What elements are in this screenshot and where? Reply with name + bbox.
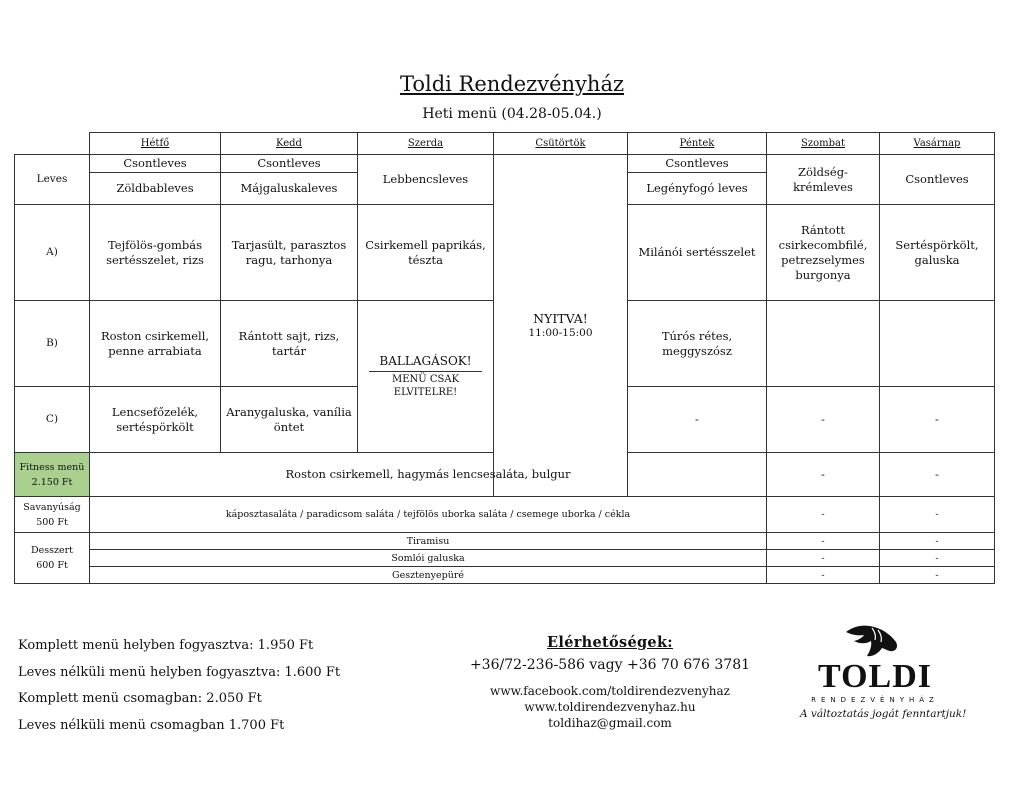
- row-label-savanyusag: [15, 497, 90, 533]
- weekly-menu-table: [14, 132, 995, 584]
- price-list: [18, 633, 340, 739]
- day-header-pentek: Péntek: [628, 133, 767, 155]
- a-szerda: Csirkemell paprikás, tészta: [358, 205, 494, 301]
- fitness-vasarnap: -: [880, 453, 995, 497]
- day-header-csutortok: Csütörtök: [494, 133, 628, 155]
- leves-kedd-1: Csontleves: [221, 155, 358, 173]
- a-szombat: Rántott csirkecombfilé, petrezselymes burgonya: [767, 205, 880, 301]
- c-vasarnap: -: [880, 387, 995, 453]
- toldi-logo: [800, 624, 967, 720]
- price-line: Leves nélküli menü csomagban 1.700 Ft: [18, 717, 285, 733]
- price-line: Leves nélküli menü helyben fogyasztva: 1.600 Ft: [18, 664, 341, 680]
- day-header-szerda: Szerda: [358, 133, 494, 155]
- row-label-desszert: [15, 533, 90, 584]
- desszert-label: Desszert: [31, 545, 73, 556]
- desszert-szombat: -: [767, 567, 880, 584]
- fitness-label: Fitness menü: [19, 461, 85, 473]
- contacts-phone: +36/72-236-586 vagy +36 70 676 3781: [469, 657, 751, 673]
- price-line: Komplett menü csomagban: 2.050 Ft: [18, 691, 262, 706]
- contacts-heading: Elérhetőségek:: [547, 634, 673, 651]
- desszert-szombat: -: [767, 533, 880, 550]
- contacts-block: [420, 634, 800, 731]
- leves-pentek-2: Legényfogó leves: [628, 173, 767, 205]
- day-header-kedd: Kedd: [221, 133, 358, 155]
- leves-hetfo-2: Zöldbableves: [90, 173, 221, 205]
- savanyusag-text: káposztasaláta / paradicsom saláta / tejfölös uborka saláta / csemege uborka / cékla: [90, 497, 767, 533]
- fitness-row: [15, 453, 995, 497]
- csutortok-title: NYITVA!: [533, 310, 588, 326]
- csutortok-open-cell: [494, 155, 628, 497]
- fitness-price: 2.150 Ft: [31, 476, 73, 488]
- leves-hetfo-1: Csontleves: [90, 155, 221, 173]
- horse-head-icon: [842, 624, 902, 658]
- desszert-vasarnap: -: [880, 550, 995, 567]
- row-label-b: B): [15, 301, 90, 387]
- csutortok-hours: 11:00-15:00: [528, 326, 593, 339]
- desszert-price: 600 Ft: [36, 560, 68, 571]
- desszert-item: Somlói galuska: [90, 550, 767, 567]
- savanyusag-label: Savanyúság: [23, 501, 81, 513]
- desszert-vasarnap: -: [880, 533, 995, 550]
- szerda-note-top: BALLAGÁSOK!: [369, 354, 482, 372]
- row-label-a: A): [15, 205, 90, 301]
- row-label-leves: Leves: [15, 155, 90, 205]
- desszert-szombat: -: [767, 550, 880, 567]
- facebook-link[interactable]: www.facebook.com/toldirendezvenyhaz: [490, 684, 730, 698]
- days-header-row: [15, 133, 995, 155]
- page-subtitle: Heti menü (04.28-05.04.): [422, 106, 602, 122]
- desszert-row-2: [15, 550, 995, 567]
- szerda-ballagas-cell: [358, 301, 494, 453]
- leves-row-1: [15, 155, 995, 173]
- website-link[interactable]: www.toldirendezvenyhaz.hu: [524, 700, 696, 714]
- a-vasarnap: Sertéspörkölt, galuska: [880, 205, 995, 301]
- a-hetfo: Tejfölös-gombás sertésszelet, rizs: [90, 205, 221, 301]
- leves-szombat: Zöldség-krémleves: [767, 155, 880, 205]
- page-title: Toldi Rendezvényház: [399, 72, 625, 96]
- b-hetfo: Roston csirkemell, penne arrabiata: [90, 301, 221, 387]
- b-szombat: [767, 301, 880, 387]
- savanyusag-row: [15, 497, 995, 533]
- b-kedd: Rántott sajt, rizs, tartár: [221, 301, 358, 387]
- c-kedd: Aranygaluska, vanília öntet: [221, 387, 358, 453]
- c-szombat: -: [767, 387, 880, 453]
- leves-pentek-1: Csontleves: [628, 155, 767, 173]
- day-header-szombat: Szombat: [767, 133, 880, 155]
- szerda-note-bottom: MENÜ CSAK ELVITELRE!: [391, 374, 460, 398]
- leves-vasarnap: Csontleves: [880, 155, 995, 205]
- desszert-item: Gesztenyepüré: [90, 567, 767, 584]
- fitness-menu-text: Roston csirkemell, hagymás lencsesaláta, bulgur: [90, 453, 767, 497]
- desszert-row-3: [15, 567, 995, 584]
- day-header-hetfo: Hétfő: [90, 133, 221, 155]
- logo-sub: RENDEZVÉNYHÁZ: [811, 696, 939, 704]
- desszert-row-1: [15, 533, 995, 550]
- logo-brand: TOLDI: [818, 658, 932, 695]
- header-corner: [15, 133, 90, 155]
- email-link[interactable]: toldihaz@gmail.com: [548, 716, 672, 730]
- row-label-fitness: [15, 453, 90, 497]
- savanyusag-vasarnap: -: [880, 497, 995, 533]
- disclaimer-note: A változtatás jogát fenntartjuk!: [800, 708, 967, 720]
- c-pentek: -: [628, 387, 767, 453]
- day-header-vasarnap: Vasárnap: [880, 133, 995, 155]
- desszert-item: Tiramisu: [90, 533, 767, 550]
- leves-kedd-2: Májgaluskaleves: [221, 173, 358, 205]
- desszert-vasarnap: -: [880, 567, 995, 584]
- a-kedd: Tarjasült, parasztos ragu, tarhonya: [221, 205, 358, 301]
- row-label-c: C): [15, 387, 90, 453]
- savanyusag-price: 500 Ft: [36, 516, 68, 528]
- c-hetfo: Lencsefőzelék, sertéspörkölt: [90, 387, 221, 453]
- leves-szerda: Lebbencsleves: [358, 155, 494, 205]
- price-line: Komplett menü helyben fogyasztva: 1.950 Ft: [18, 638, 314, 653]
- b-vasarnap: [880, 301, 995, 387]
- savanyusag-szombat: -: [767, 497, 880, 533]
- a-pentek: Milánói sertésszelet: [628, 205, 767, 301]
- b-pentek: Túrós rétes, meggyszósz: [628, 301, 767, 387]
- fitness-szombat: -: [767, 453, 880, 497]
